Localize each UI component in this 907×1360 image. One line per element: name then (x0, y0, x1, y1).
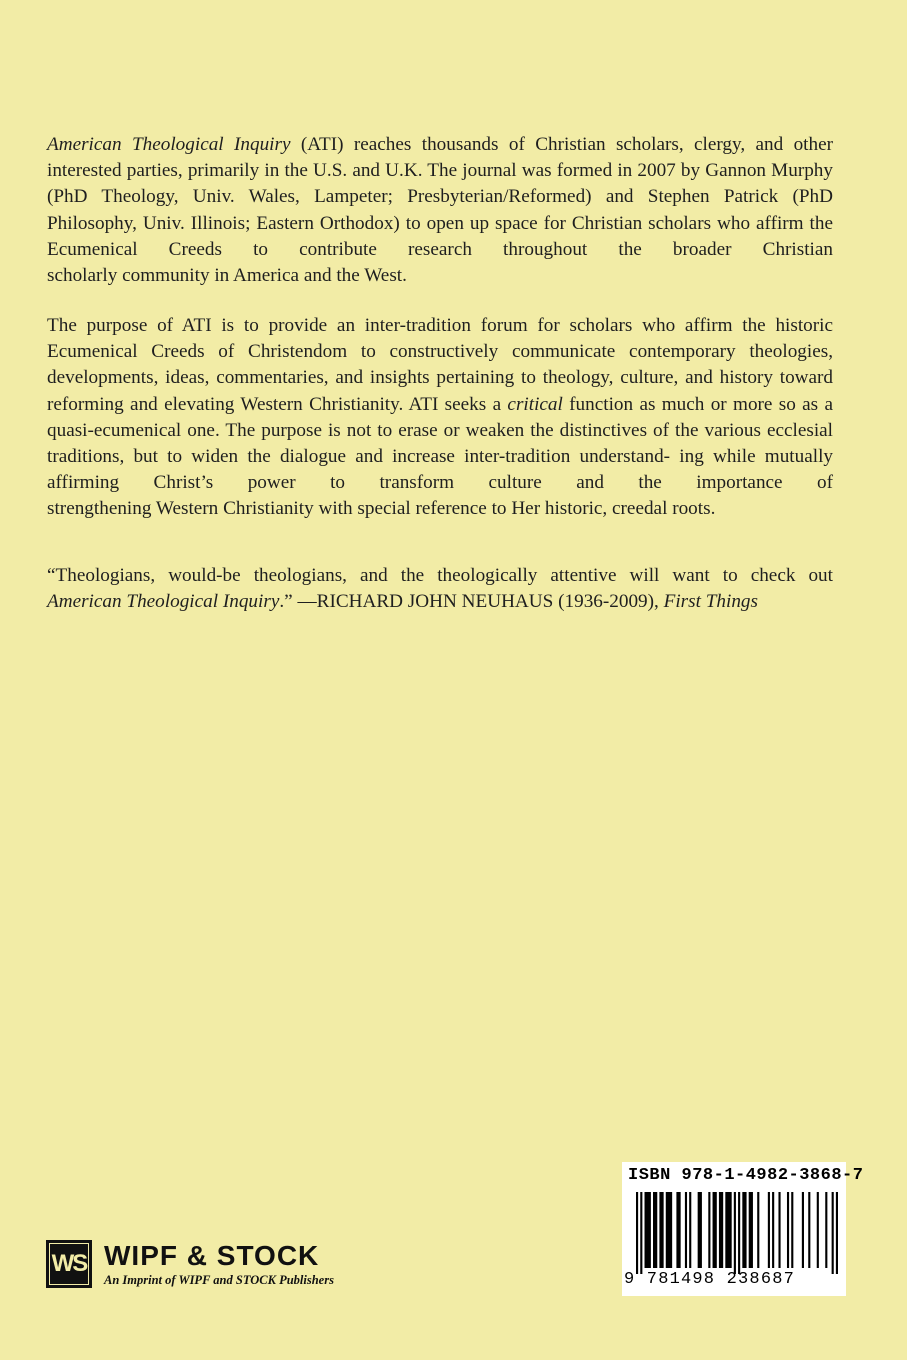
first-things-italic: First Things (663, 591, 758, 613)
p2-line-8: strengthening Western Christianity with special reference to Her historic, creedal roots. (47, 498, 716, 520)
barcode-bar (685, 1192, 687, 1268)
ws-logo-mark: WS (46, 1240, 92, 1288)
endorsement-quote (47, 563, 833, 615)
barcode-bar (640, 1192, 642, 1274)
barcode-bar (778, 1192, 780, 1268)
barcode-bar (742, 1192, 746, 1268)
barcode-bar (787, 1192, 789, 1268)
barcode-bar (666, 1192, 672, 1268)
barcode-bar (708, 1192, 710, 1268)
barcode-bar (825, 1192, 827, 1268)
description-paragraph-1 (47, 132, 833, 289)
barcode-bar (802, 1192, 804, 1268)
barcode-bar (653, 1192, 657, 1268)
p2-line-6: various ecclesial traditions, but to widen the dialogue and increase inter-tradition understand- (47, 419, 833, 468)
p2-line-7: ing while mutually affirming Christ’s power to transform culture and the importance of (47, 446, 833, 494)
p1-line-2: interested parties, primarily in the U.S. and U.K. The journal was formed in 2007 by Gannon (47, 160, 767, 182)
description-paragraph-2 (47, 313, 833, 523)
p1-line-3: Murphy (PhD Theology, Univ. Wales, Lampeter; Presbyterian/Reformed) and Stephen Patrick (47, 160, 833, 208)
publisher-name: WIPF & STOCK (104, 1240, 320, 1271)
p1-line-6: scholarly community in America and the West. (47, 265, 407, 287)
barcode-bars (636, 1192, 838, 1274)
quote-attribution: —RICHARD JOHN NEUHAUS (1936-2009), First Things (297, 591, 758, 613)
barcode-bar (636, 1192, 638, 1274)
barcode-bar (738, 1192, 740, 1274)
publisher-subtitle: An Imprint of WIPF and STOCK Publishers (104, 1273, 334, 1287)
barcode-bar (659, 1192, 663, 1268)
barcode-bar (689, 1192, 691, 1268)
p2-line-5: more so as a quasi-ecumenical one. The purpose is not to erase or weaken the distinctives of the (47, 393, 833, 441)
isbn-label: ISBN 978-1-4982-3868-7 (628, 1166, 864, 1185)
p2-line-3: developments, ideas, commentaries, and insights pertaining to theology, culture, and history (47, 367, 773, 389)
barcode-bar (836, 1192, 838, 1274)
p1-line-4: (PhD Philosophy, Univ. Illinois; Eastern Orthodox) to open up space for Christian scholars (47, 186, 833, 234)
barcode-bar (676, 1192, 680, 1268)
p2-line-4: toward reforming and elevating Western Christianity. ATI seeks a critical function as much or (47, 367, 834, 415)
isbn-barcode (622, 1162, 864, 1296)
barcode-bar (698, 1192, 702, 1268)
barcode-bar (749, 1192, 753, 1268)
barcode-bar (817, 1192, 819, 1268)
p1-line-1: American Theological Inquiry (ATI) reaches thousands of Christian scholars, clergy, and other (47, 134, 833, 155)
barcode-bar (734, 1192, 736, 1274)
publisher-logo (46, 1240, 366, 1290)
barcode-bar (808, 1192, 810, 1268)
barcode-bar (645, 1192, 651, 1268)
barcode-bar (768, 1192, 770, 1268)
quote-line-1: “Theologians, would-be theologians, and the theologically attentive will want to check out (47, 565, 833, 586)
journal-title-italic: American Theological Inquiry (47, 134, 291, 155)
critical-italic: critical (507, 393, 563, 415)
barcode-bar (713, 1192, 717, 1268)
barcode-digits: 9 781498 238687 (624, 1270, 796, 1289)
p2-line-2: Ecumenical Creeds of Christendom to constructively communicate contemporary theologies, (47, 341, 833, 363)
barcode-bar (832, 1192, 834, 1274)
quote-line-2: American Theological Inquiry.” (47, 591, 293, 613)
p2-line-1: The purpose of ATI is to provide an inter-tradition forum for scholars who affirm the historic (47, 315, 833, 336)
barcode-bar (719, 1192, 723, 1268)
barcode-bar (725, 1192, 731, 1268)
barcode-bar (791, 1192, 793, 1268)
barcode-bar (772, 1192, 774, 1268)
p1-line-5: who affirm the Ecumenical Creeds to contribute research throughout the broader Christian (47, 212, 833, 260)
barcode-bar (757, 1192, 759, 1268)
quote-journal-title: American Theological Inquiry (47, 591, 280, 613)
